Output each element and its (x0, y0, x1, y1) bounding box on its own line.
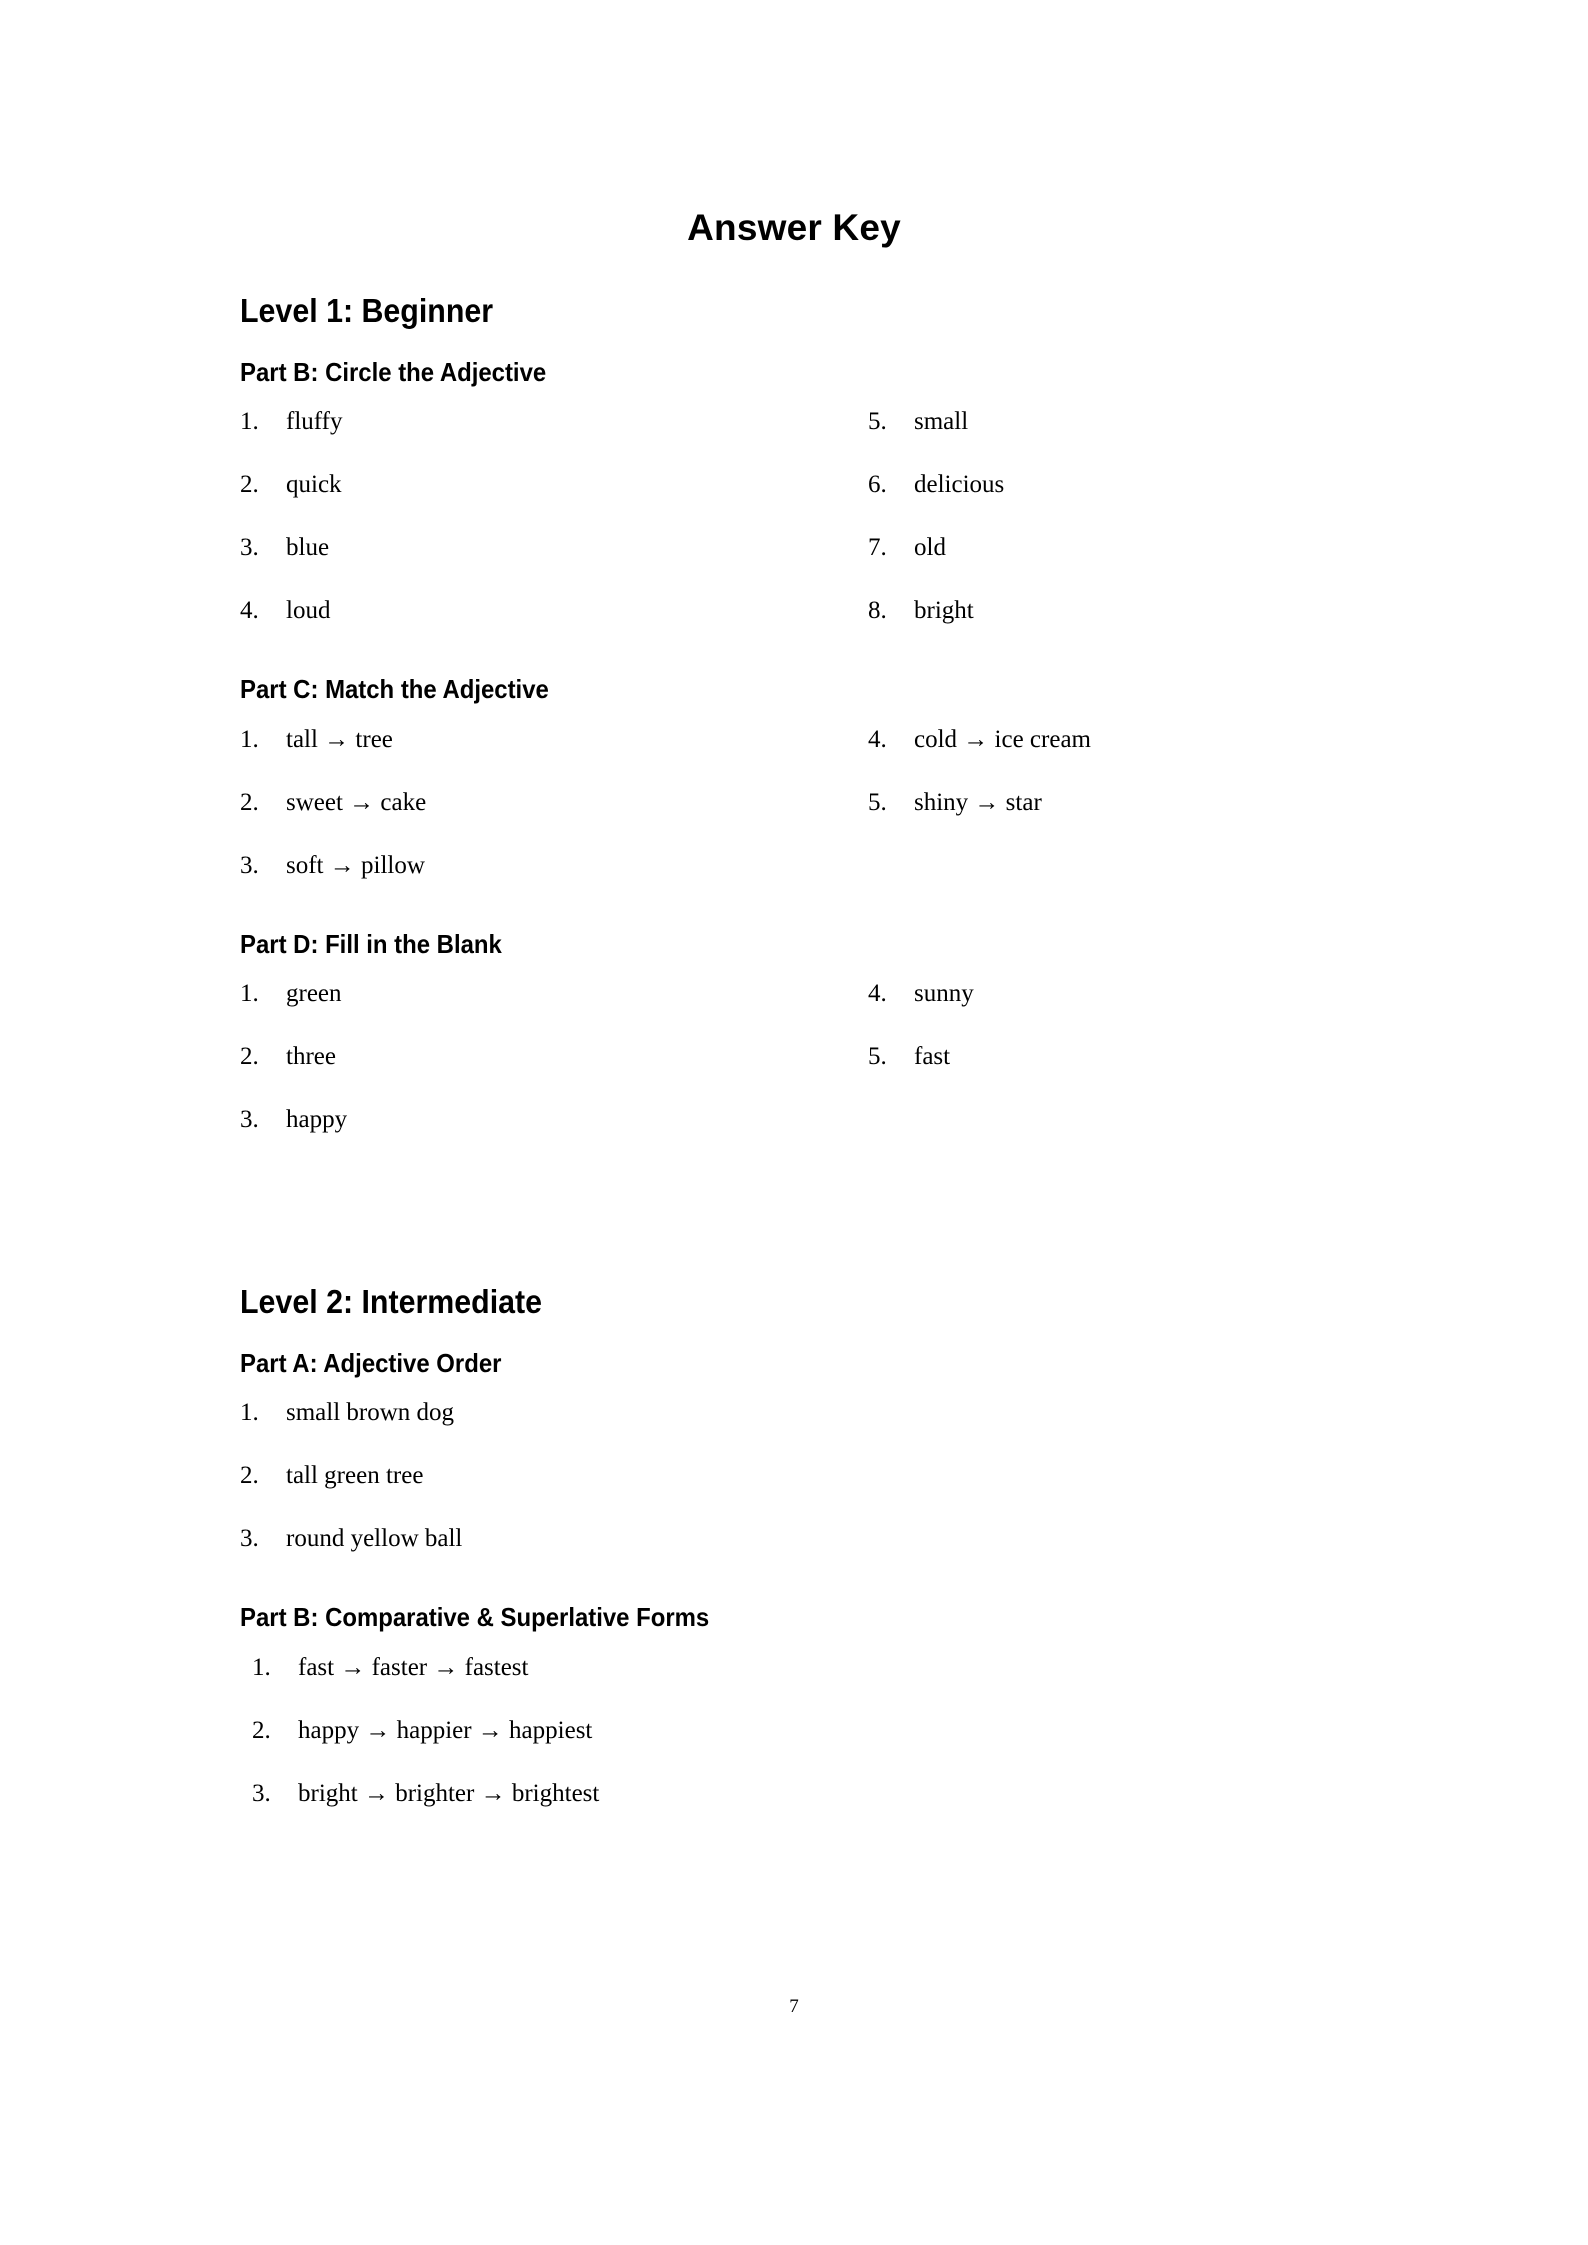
list-item-answer: sweet → cake (286, 788, 427, 816)
list-item-number: 6. (868, 471, 887, 499)
list-item-number: 3. (240, 1525, 259, 1553)
list-item-number: 2. (240, 1042, 259, 1070)
list-item-number: 7. (868, 534, 887, 562)
list-item-answer: fluffy (286, 408, 343, 436)
document-content (240, 0, 1348, 1843)
list-item-number: 1. (252, 1653, 271, 1681)
list-item (868, 597, 1004, 660)
list-item-number: 4. (240, 597, 259, 625)
list-item-answer: round yellow ball (286, 1525, 463, 1553)
list-item-number: 1. (240, 979, 259, 1007)
answer-list-column-left (240, 980, 347, 1169)
part-heading: Part C: Match the Adjective (240, 674, 549, 705)
answer-list-column-left (240, 1399, 1348, 1588)
spacer (240, 960, 1348, 980)
spacer (240, 330, 1348, 357)
list-item (240, 1106, 347, 1169)
list-item (240, 408, 342, 471)
list-item-number: 5. (868, 1042, 887, 1070)
list-item (868, 1043, 974, 1106)
list-item-answer: sunny (914, 979, 974, 1007)
list-item-number: 3. (240, 534, 259, 562)
answer-list (240, 726, 1348, 915)
list-item (868, 534, 1004, 597)
list-item-number: 3. (252, 1779, 271, 1807)
answer-list-column-left (252, 1654, 1348, 1843)
list-item-number: 2. (240, 1462, 259, 1490)
list-item (868, 471, 1004, 534)
list-item (240, 1525, 1348, 1588)
list-item-number: 5. (868, 788, 887, 816)
answer-list (240, 408, 1348, 660)
list-item-number: 8. (868, 597, 887, 625)
list-item-number: 1. (240, 408, 259, 436)
list-item (240, 597, 342, 660)
page-number: 7 (789, 1996, 799, 2017)
list-item (868, 408, 1004, 471)
list-item-answer: quick (286, 471, 342, 499)
list-item-answer: soft → pillow (286, 851, 425, 879)
list-item-answer: tall → tree (286, 725, 393, 753)
list-item-answer: fast (914, 1042, 951, 1070)
spacer (240, 388, 1348, 408)
part-heading: Part B: Comparative & Superlative Forms (240, 1602, 710, 1633)
spacer (240, 1379, 1348, 1399)
list-item (252, 1717, 1348, 1780)
list-item (868, 980, 974, 1043)
list-item-number: 2. (252, 1716, 271, 1744)
list-item-answer: bright (914, 597, 974, 625)
spacer (240, 1634, 1348, 1654)
list-item-number: 3. (240, 851, 259, 879)
answer-list-column-left (240, 408, 342, 660)
list-item (868, 726, 1091, 789)
list-item-answer: blue (286, 534, 330, 562)
answer-list-column-right (868, 408, 1004, 660)
list-item-answer: happy → happier → happiest (298, 1716, 593, 1744)
answer-list-column-left (240, 726, 426, 915)
list-item-answer: shiny → star (914, 788, 1042, 816)
list-item-answer: loud (286, 597, 331, 625)
part-heading: Part A: Adjective Order (240, 1348, 502, 1379)
spacer (240, 915, 1348, 929)
list-item-answer: happy (286, 1105, 348, 1133)
list-item-answer: small brown dog (286, 1399, 455, 1427)
list-item-number: 1. (240, 725, 259, 753)
list-item (240, 789, 426, 852)
spacer (240, 1321, 1348, 1348)
list-item (240, 980, 347, 1043)
list-item-number: 1. (240, 1399, 259, 1427)
list-item-answer: three (286, 1042, 336, 1070)
list-item-answer: bright → brighter → brightest (298, 1779, 600, 1807)
answer-list (240, 1654, 1348, 1843)
part-heading: Part B: Circle the Adjective (240, 357, 547, 388)
list-item-answer: green (286, 979, 342, 1007)
list-item-answer: old (914, 534, 946, 562)
answer-list-column-right (868, 980, 974, 1106)
answer-list-column-right (868, 726, 1091, 852)
list-item (240, 1399, 1348, 1462)
list-item (252, 1780, 1348, 1843)
list-item (868, 789, 1091, 852)
answer-list (240, 1399, 1348, 1588)
list-item (240, 534, 342, 597)
list-item-answer: cold → ice cream (914, 725, 1091, 753)
section-gap (240, 1169, 1348, 1282)
list-item-number: 3. (240, 1105, 259, 1133)
spacer (240, 1588, 1348, 1602)
list-item-number: 4. (868, 725, 887, 753)
sections-container (240, 291, 1348, 1843)
part-heading: Part D: Fill in the Blank (240, 928, 502, 959)
level-heading: Level 1: Beginner (240, 291, 494, 329)
list-item-number: 2. (240, 788, 259, 816)
list-item-answer: tall green tree (286, 1462, 424, 1490)
list-item-answer: small (914, 408, 969, 436)
list-item (252, 1654, 1348, 1717)
list-item-number: 2. (240, 471, 259, 499)
list-item-answer: fast → faster → fastest (298, 1653, 529, 1681)
spacer (240, 250, 1348, 291)
list-item (240, 1462, 1348, 1525)
list-item (240, 852, 426, 915)
spacer (240, 706, 1348, 726)
level-heading: Level 2: Intermediate (240, 1282, 543, 1320)
list-item-number: 5. (868, 408, 887, 436)
answer-list (240, 980, 1348, 1169)
list-item (240, 471, 342, 534)
spacer (240, 660, 1348, 674)
list-item (240, 726, 426, 789)
page-title: Answer Key (687, 207, 901, 248)
list-item (240, 1043, 347, 1106)
list-item-answer: delicious (914, 471, 1005, 499)
list-item-number: 4. (868, 979, 887, 1007)
